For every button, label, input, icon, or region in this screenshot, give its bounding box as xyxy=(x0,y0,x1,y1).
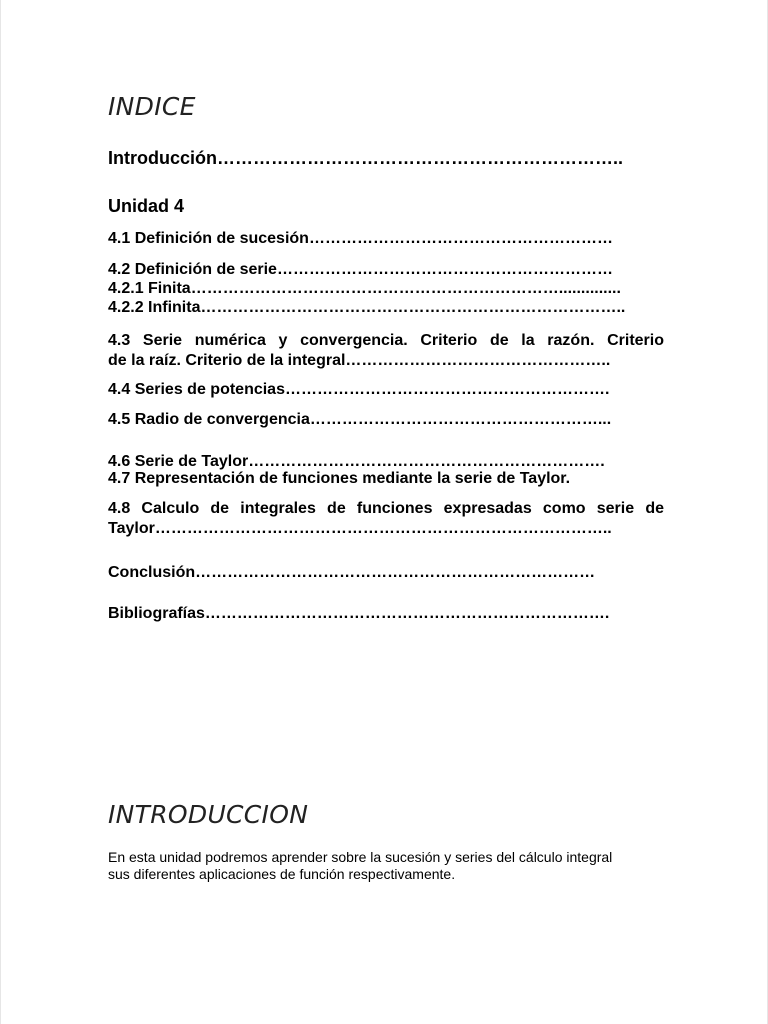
toc-item-4-3-line1: 4.3 Serie numérica y convergencia. Criterio de la razón. Criterio xyxy=(108,332,664,349)
toc-item-4-1: 4.1 Definición de sucesión………………………………………………… xyxy=(108,230,613,247)
toc-item-4-2-1: 4.2.1 Finita…………………………………………………………….............. xyxy=(108,280,621,297)
toc-item-4-5: 4.5 Radio de convergencia………………………………………………... xyxy=(108,411,612,428)
toc-item-4-3 xyxy=(108,331,664,371)
toc-item-4-8-line2: Taylor………………………………………………………………………….. xyxy=(108,520,612,537)
toc-item-4-6: 4.6 Serie de Taylor…………………………………………………………. xyxy=(108,453,605,470)
toc-conclusion: Conclusión………………………………………………………………… xyxy=(108,564,596,581)
toc-bibliografias: Bibliografías…………………………………………………………………. xyxy=(108,605,610,622)
toc-item-4-2-2: 4.2.2 Infinita…………………………………………………………………….. xyxy=(108,299,626,316)
introduction-paragraph xyxy=(108,849,664,883)
toc-item-4-8-line1: 4.8 Calculo de integrales de funciones expresadas como serie de xyxy=(108,500,664,517)
toc-item-4-7: 4.7 Representación de funciones mediante la serie de Taylor. xyxy=(108,470,571,487)
index-title: INDICE xyxy=(108,92,196,121)
toc-item-4-8 xyxy=(108,499,664,539)
toc-item-4-4: 4.4 Series de potencias……………………………………………………. xyxy=(108,381,610,398)
introduction-line-2: sus diferentes aplicaciones de función respectivamente. xyxy=(108,866,456,882)
toc-item-4-2: 4.2 Definición de serie……………………………………………………… xyxy=(108,261,613,278)
toc-item-4-3-line2: de la raíz. Criterio de la integral………………………………………….. xyxy=(108,352,611,369)
toc-introduccion: Introducción………………………………………………………….. xyxy=(108,148,623,168)
introduction-line-1: En esta unidad podremos aprender sobre la sucesión y series del cálculo integral xyxy=(108,849,613,865)
introduction-title: INTRODUCCION xyxy=(108,800,309,829)
toc-unidad-heading: Unidad 4 xyxy=(108,196,185,216)
